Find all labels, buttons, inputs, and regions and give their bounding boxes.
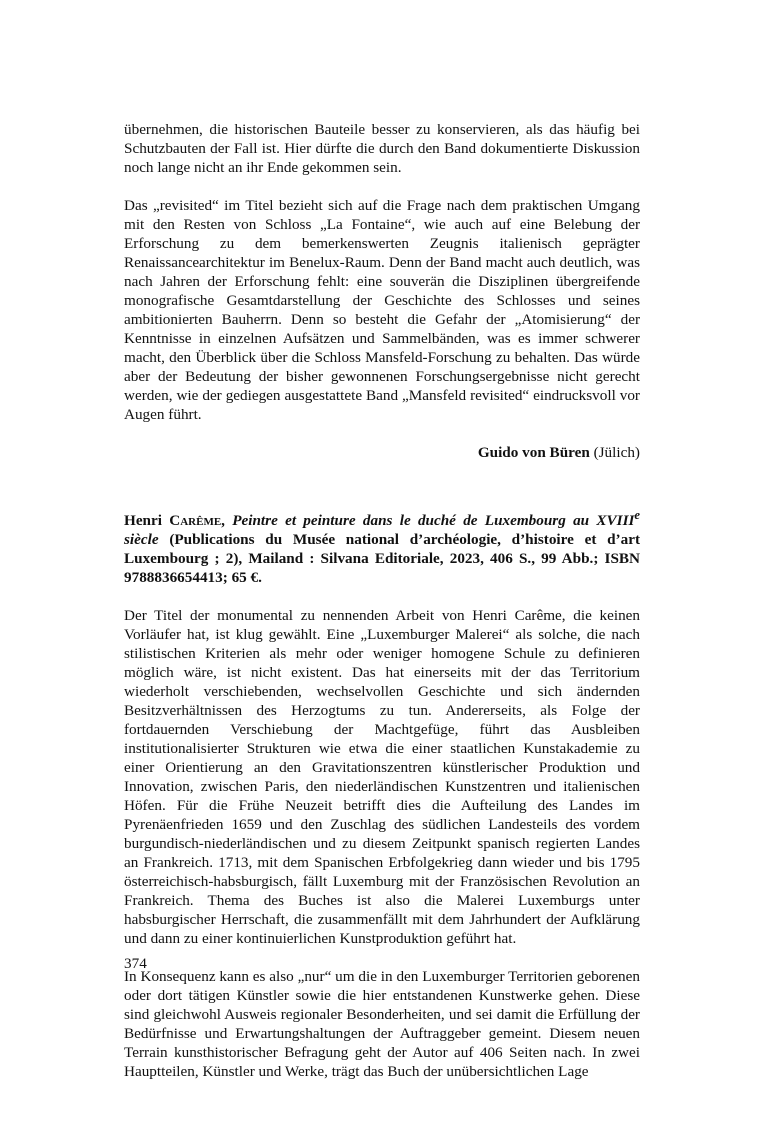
page-number: 374: [124, 955, 147, 972]
review-title-end: siècle: [124, 531, 159, 549]
reviewer-place: (Jülich): [593, 444, 640, 461]
paragraph-4: In Konsequenz kann es also „nur“ um die in den Luxemburger Territorien geborenen oder dort tätigen Künstler sowie die hier entstandenen Kunstwerke gehen. Diese sind gleichwohl Ausweis regionaler Besonderheiten, und sei damit die Erfüllung der Bedürfnisse und Erwartungshaltungen der Auftraggeber gemeint. Diesem neuen Terrain kunsthistorischer Befragung geht der Autor auf 406 Seiten nach. In zwei Hauptteilen, Künstler und Werke, trägt das Buch der unübersichtlichen Lage: [124, 968, 640, 1081]
review-title-main: Peintre et peinture dans le duché de Luxembourg au XVIII: [232, 512, 635, 530]
paragraph-3: Der Titel der monumental zu nennenden Arbeit von Henri Carême, die keinen Vorläufer hat, ist klug gewählt. Eine „Luxemburger Malerei“ als solche, die nach stilistischen Kriterien als mehr oder weniger homogene Schule zu definieren möglich wäre, ist nicht existent. Das hat einerseits mit der das Territorium wiederholt verschiebenden, wechselvollen Geschichte und sich ändernden Besitzverhältnissen des Herzogtums zu tun. Andererseits, als Folge der fortdauernden Verschiebung der Machtgefüge, führt das Ausbleiben institutionalisierter Strukturen wie etwa die einer staatlichen Kunstakademie zu einer Orientierung an den Gravitationszentren künstlerischer Produktion und Innovation, zwischen Paris, den niederländischen Kunstzentren und italienischen Höfen. Für die Frühe Neuzeit betrifft dies die Aufteilung des Landes im Pyrenäenfrieden 1659 und den Zuschlag des südlichen Landesteils des vordem burgundisch-niederländischen und zu diesem Zeitpunkt spanisch regierten Landes an Frankreich. 1713, mit dem Spanischen Erbfolgekrieg dann wieder und bis 1795 österreichisch-habsburgisch, fällt Luxemburg mit der Französischen Revolution an Frankreich. Thema des Buches ist also die Malerei Luxemburgs unter habsburgischer Herrschaft, die zusammenfällt mit dem Jahrhundert der Aufklärung und dann zu einer kontinuierlichen Kunstproduktion geführt hat.: [124, 607, 640, 948]
reviewer-signature: [124, 443, 640, 462]
paragraph-1: übernehmen, die historischen Bauteile besser zu konservieren, als das häufig bei Schutzbauten der Fall ist. Hier dürfte die durch den Band dokumentierte Diskussion noch lange nicht an ihr Ende gekommen sein.: [124, 121, 640, 176]
review-heading: [124, 506, 640, 587]
paragraph-2: Das „revisited“ im Titel bezieht sich auf die Frage nach dem praktischen Umgang mit den Resten von Schloss „La Fontaine“, wie auch auf eine Belebung der Erforschung zu dem bemerkenswerten Zeugnis italienisch geprägter Renaissancearchitektur im Benelux-Raum. Denn der Band macht auch deutlich, was nach Jahren der Erforschung fehlt: eine souverän die Disziplinen übergreifende monografische Gesamtdarstellung der Geschichte des Schlosses und seines ambitionierten Bauherrn. Denn so besteht die Gefahr der „Atomisierung“ der Kenntnisse in einzelnen Aufsätzen und Sammelbänden, was es immer schwerer macht, den Überblick über die Schloss Mansfeld-Forschung zu behalten. Das würde aber der Bedeutung der bisher gewonnenen Forschungsergebnisse nicht gerecht werden, wie der gediegen ausgestattete Band „Mansfeld revisited“ eindrucksvoll vor Augen führt.: [124, 197, 640, 423]
review-title-sup: e: [634, 508, 641, 522]
review-publication-info: (Publications du Musée national d’archéologie, d’histoire et d’art Luxembourg ; 2), Mailand : Silvana Editoriale, 2023, 406 S., 99 Abb.; ISBN 9788836654413; 65 €.: [124, 531, 640, 587]
review-author-last: Carême,: [169, 512, 225, 530]
page-body: [124, 120, 640, 1081]
reviewer-name: Guido von Büren: [477, 444, 590, 461]
review-author-first: Henri: [124, 512, 162, 530]
